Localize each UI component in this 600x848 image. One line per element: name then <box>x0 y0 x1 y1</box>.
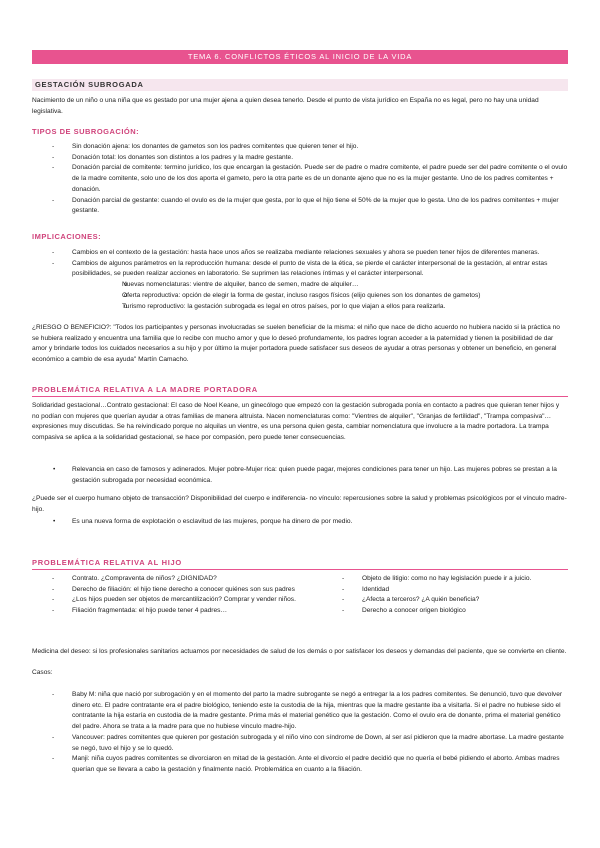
hijo-right-list <box>322 574 562 617</box>
sublist-item: o Nuevas nomenclaturas: vientre de alquiler, banco de semen, madre de alquiler… <box>104 280 568 291</box>
implicaciones-heading: IMPLICACIONES: <box>32 232 102 241</box>
list-item: - Sin donación ajena: los donantes de gametos son los padres comitentes que quieren tener el hijo. <box>32 142 568 153</box>
hijo-left-list <box>32 574 297 617</box>
sublist-item: o Turismo reproductivo: la gestación subrogada es legal en otros países, por lo que viajan a ellos para realizarla. <box>104 302 568 313</box>
list-item: - ¿Afecta a terceros? ¿A quién beneficia? <box>322 595 562 606</box>
list-item: - Derecho de filiación: el hijo tiene derecho a conocer quiénes son sus padres <box>32 585 297 596</box>
implicaciones-sublist <box>104 280 568 312</box>
list-item: - Objeto de litigio: como no hay legislación puede ir a juicio. <box>322 574 562 585</box>
list-item-text: Cambios de algunos parámetros en la reproducción humana: desde el punto de vista de la ética, se pierde el carácter interpersonal de la gestación, al entrar estas posibilidades, se pueden realizar acciones en laboratorio. Se suprimen las relaciones íntimas y el carácter interpersonal. <box>72 259 548 278</box>
list-item: - Derecho a conocer origen biológico <box>322 606 562 617</box>
list-item: - ¿Los hijos pueden ser objetos de mercantilización? Comprar y vender niños. <box>32 595 297 606</box>
casos-label: Casos: <box>32 669 53 676</box>
list-item: - Vancouver: padres comitentes que quieren por gestación subrogada y el niño vino con síndrome de Down, al ser así pidieron que la madre abortase. La madre gestante se negó, tuvo el hijo y se lo quedó. <box>32 733 568 754</box>
list-item: - Donación total: los donantes son distintos a los padres y la madre gestante. <box>32 153 568 164</box>
riesgo-beneficio-paragraph: ¿RIESGO O BENEFICIO?: "Todos los participantes y personas involucradas se suelen beneficiar de la misma: el niño que nace de dicho acuerdo no hubiera nacido si la práctica no se hubiera realizado y encuentra una familia que lo recibe con mucho amor y que lo deseó profundamente, los padres logran acceder a la paternidad y tienen la posibilidad de dar amor y brindarle todos los cuidados necesarios a su hijo y por último la mujer portadora puede satisfacer sus deseos de ayudar a otras personas y obtener un beneficio, en general económico a cambio de esa ayuda" Martín Camacho. <box>32 324 560 364</box>
list-item: • Es una nueva forma de explotación o esclavitud de las mujeres, porque ha dinero de por medio. <box>32 517 568 528</box>
section-heading-gestacion: GESTACIÓN SUBROGADA <box>32 79 568 91</box>
tipos-heading: TIPOS DE SUBROGACIÓN: <box>32 127 140 136</box>
list-item: - Filiación fragmentada: el hijo puede tener 4 padres… <box>32 606 297 617</box>
madre-bullet-list-2 <box>32 517 568 528</box>
tipos-list <box>32 142 568 217</box>
list-item: - Cambios en el contexto de la gestación: hasta hace unos años se realizaba mediante relaciones sexuales y ahora se pueden tener hijos de diferentes maneras. <box>32 248 568 259</box>
section-heading-madre-portadora: PROBLEMÁTICA RELATIVA A LA MADRE PORTADORA <box>32 384 568 397</box>
list-item: - Donación parcial de gestante: cuando el ovulo es de la mujer que gesta, por lo que el hijo tiene el 50% de la mujer que lo gesta. Uno de los padres comitentes + mujer gestante. <box>32 196 568 217</box>
list-item: - Identidad <box>322 585 562 596</box>
solidaridad-paragraph: Solidaridad gestacional…Contrato gestacional: El caso de Noel Keane, un ginecólogo que empezó con la gestación subrogada ponía en contacto a padres que quieran tener hijos y no podían con mujeres que querían ayudar a otras familias de manera altruista. Nacen nomenclaturas como: "Vientres de alquiler", "Granjas de fertilidad", "Trampa compasiva"… expresiones muy discutidas. Se ha reivindicado porque no alquilas un vientre, es una persona quien gesta, cambiar nomenclatura que involucre a la madre portadora. La trampa compasiva se aplica a la solidaridad gestacional, se hace por compasión, pero puede tener consecuencias. <box>32 402 560 442</box>
cuerpo-transaccion-paragraph: ¿Puede ser el cuerpo humano objeto de transacción? Disponibilidad del cuerpo e indiferencia- no vínculo: repercusiones sobre la salud y problemas psicológicos por el vínculo madre-hijo. <box>32 495 567 513</box>
gestacion-intro: Nacimiento de un niño o una niña que es gestado por una mujer ajena a quien desea tenerlo. Desde el punto de vista jurídico en España no es legal, pero no hay una unidad legislativa. <box>32 97 539 115</box>
list-item <box>32 259 568 313</box>
medicina-deseo-paragraph: Medicina del deseo: si los profesionales sanitarios actuamos por necesidades de salud de los demás o por satisfacer los deseos y demandas del paciente, que se convierte en cliente. <box>32 648 567 655</box>
casos-list <box>32 690 568 776</box>
madre-bullet-list-1 <box>32 465 568 486</box>
list-item: - Donación parcial de comitente: termino jurídico, los que encargan la gestación. Puede ser de padre o madre comitente, el padre puede ser del padre comitente o el ovulo de la madre comitente, solo uno de los dos aporta el gameto, pero la otra parte es de un donante ajeno que no es la mujer gestante. Uno de los padres comitentes + donación. <box>32 163 568 195</box>
sublist-item: o Oferta reproductiva: opción de elegir la forma de gestar, incluso rasgos físicos (elijo quienes son los donantes de gametos) <box>104 291 568 302</box>
list-item: - Baby M: niña que nació por subrogación y en el momento del parto la madre subrogante se negó a entregar la a los padres comitentes. Se denunció, tuvo que devolver dinero etc. El padre contratante era el padre biológico, teniendo este la custodia de la hija, mientras que la madre gestante iba a visitarla. Si el padre no hubiese sido el contratante la hija estaría en custodia de la madre gestante. Prima más el material genético que la gestación. Como el ovulo era de donante, prima el material genético del padre. Ahora se trata a la madre para que no hubiese vinculo madre-hijo. <box>32 690 568 733</box>
list-item: • Relevancia en caso de famosos y adinerados. Mujer pobre-Mujer rica: quien puede pagar, mejores condiciones para tener un hijo. Las mujeres pobres se prestan a la gestación subrogada por necesidad económica. <box>32 465 568 486</box>
document-title: TEMA 6. CONFLICTOS ÉTICOS AL INICIO DE LA VIDA <box>32 50 568 64</box>
section-heading-hijo: PROBLEMÁTICA RELATIVA AL HIJO <box>32 557 568 570</box>
list-item: - Manji: niña cuyos padres comitentes se divorciaron en mitad de la gestación. Ante el divorcio el padre decidió que no quería el bebé pidiendo el aborto. Ambas madres querían que se llevara a cabo la gestación y finalmente nació. Problemática en cuanto a la filiación. <box>32 754 568 775</box>
implicaciones-list <box>32 248 568 312</box>
list-item: - Contrato. ¿Compraventa de niños? ¿DIGNIDAD? <box>32 574 297 585</box>
